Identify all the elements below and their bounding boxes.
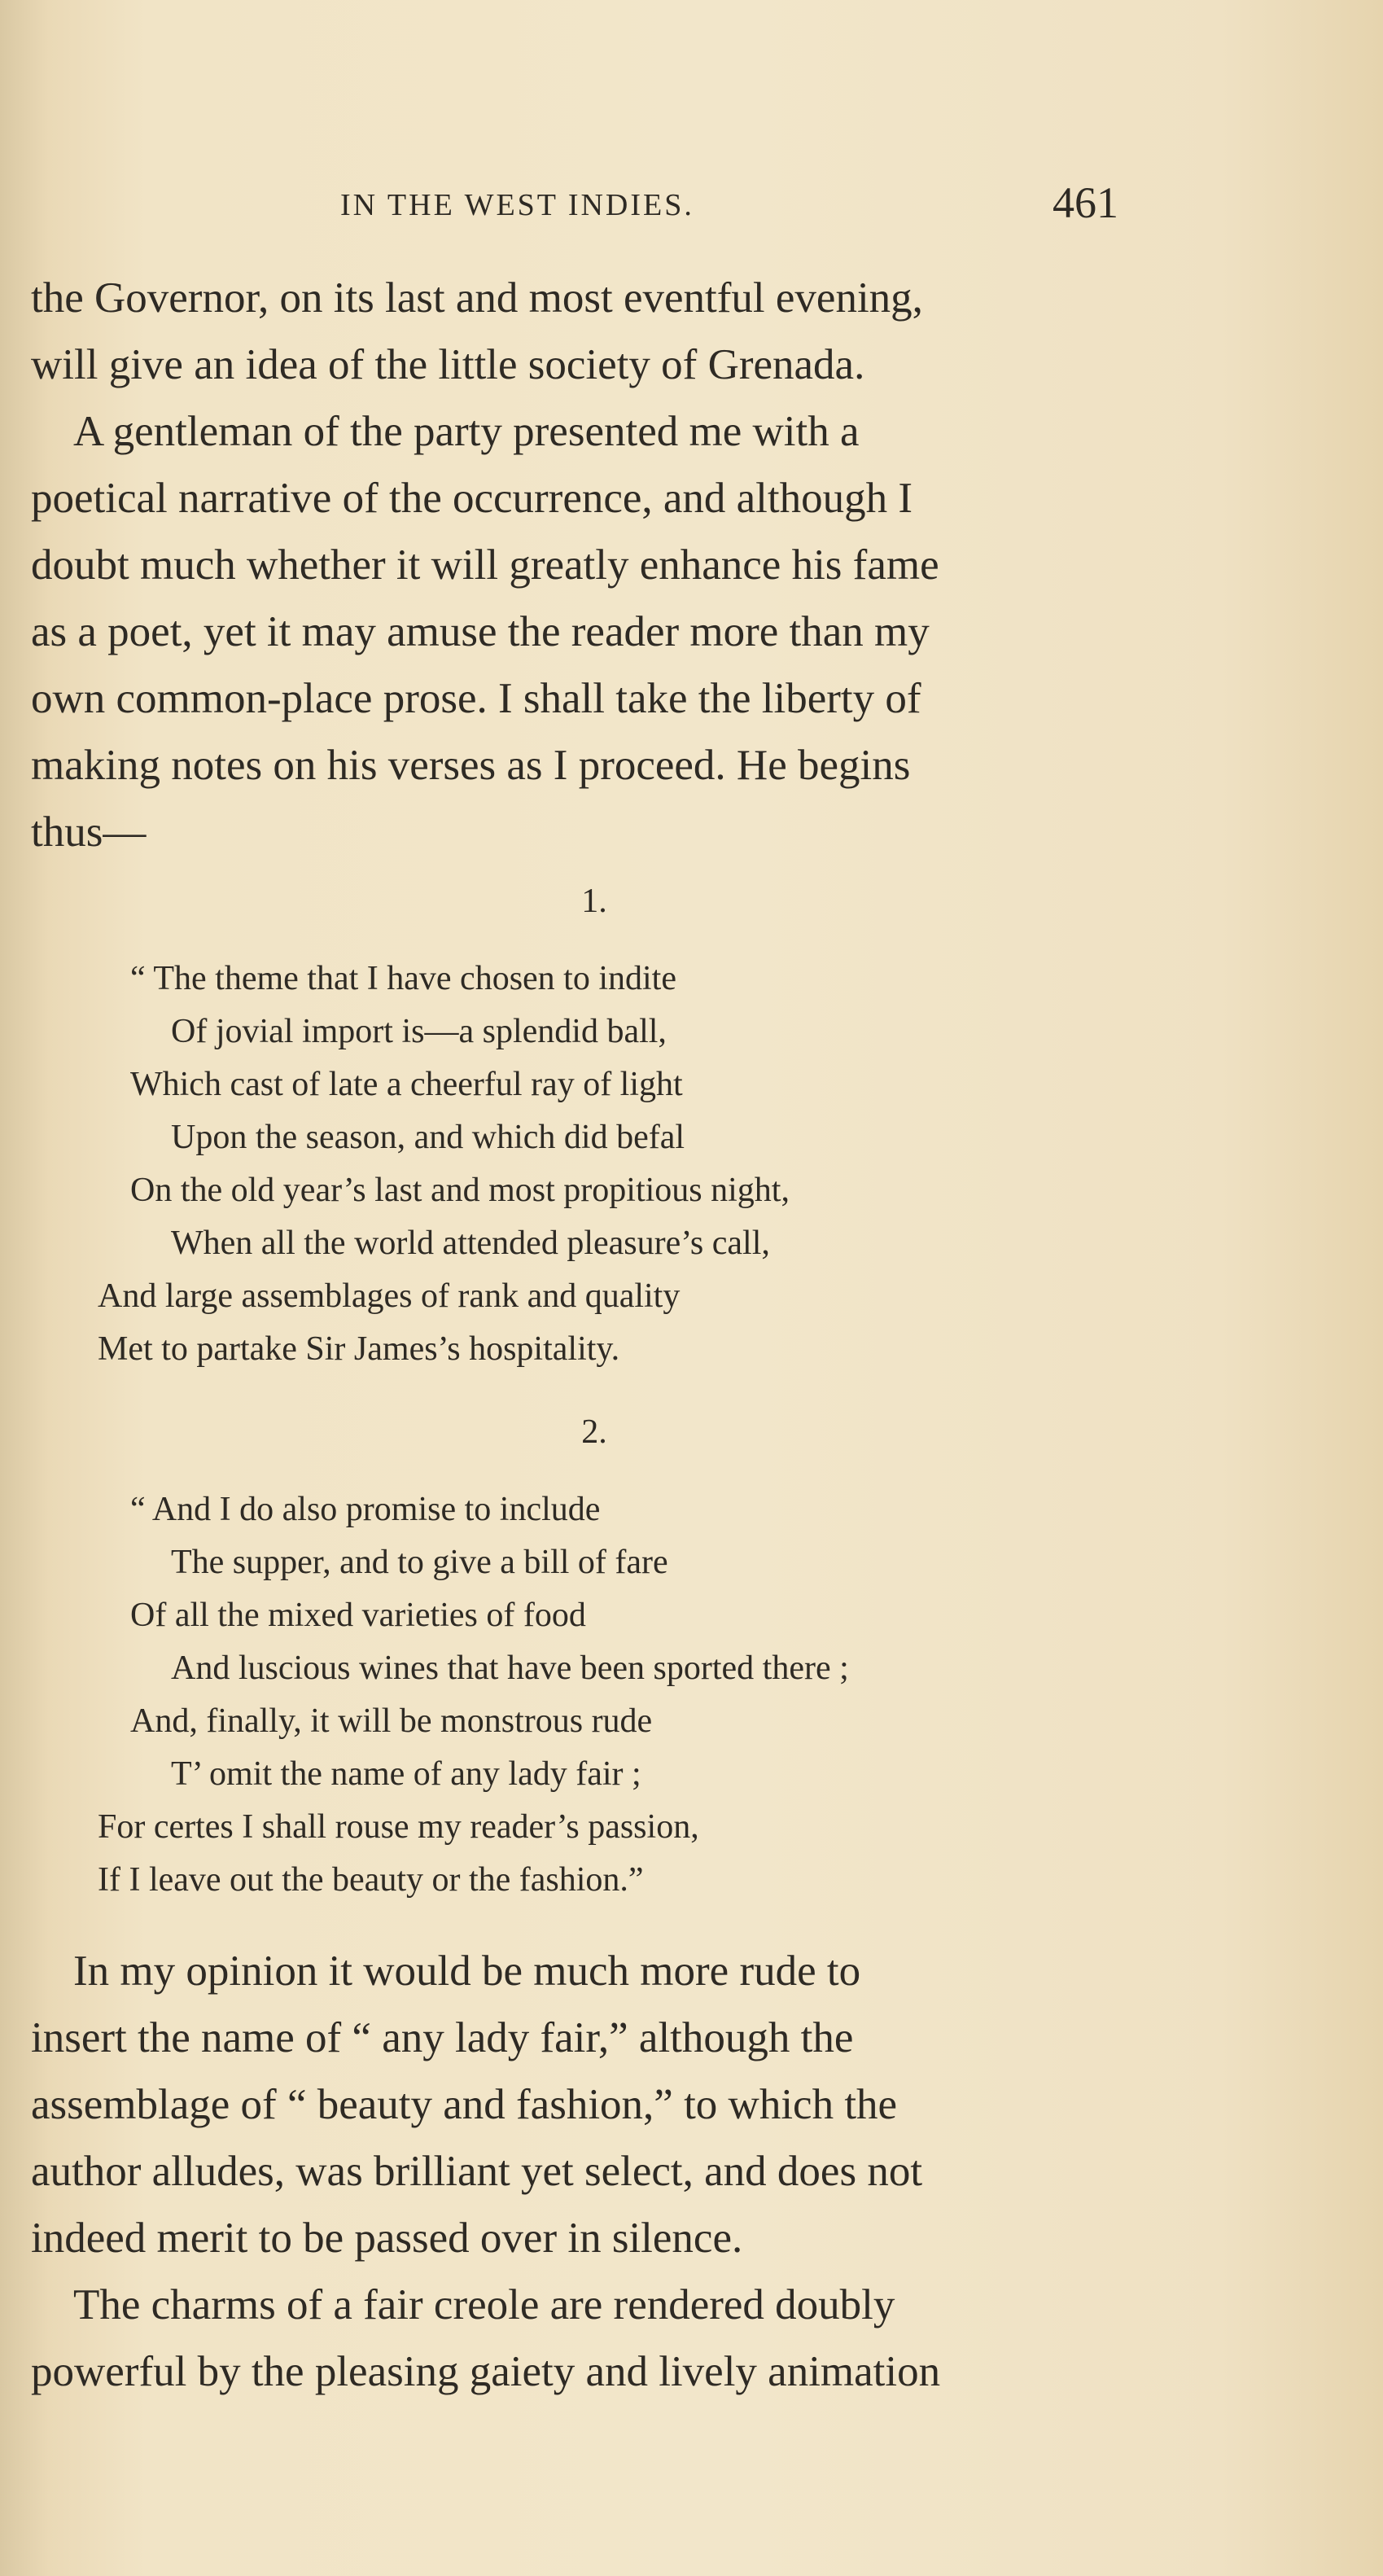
verse-line: Which cast of late a cheerful ray of light (130, 1066, 683, 1103)
stanza-number: 2. (581, 1413, 607, 1451)
verse-line: Upon the season, and which did befal (171, 1119, 685, 1156)
prose-block-opening (31, 265, 1142, 865)
prose-line: A gentleman of the party presented me with a (73, 408, 860, 455)
prose-line: assemblage of “ beauty and fashion,” to which the (31, 2081, 898, 2128)
verse-line: On the old year’s last and most propitious night, (130, 1172, 790, 1209)
verse-line: For certes I shall rouse my reader’s passion, (98, 1808, 699, 1846)
verse-line: When all the world attended pleasure’s call, (171, 1224, 770, 1262)
prose-line: author alludes, was brilliant yet select, and does not (31, 2148, 923, 2195)
prose-line: as a poet, yet it may amuse the reader more than my (31, 608, 930, 655)
verse-line: Of all the mixed varieties of food (130, 1597, 586, 1634)
stanza-number: 1. (581, 883, 607, 920)
prose-block-closing (31, 1938, 1142, 2405)
page-header (0, 177, 1383, 234)
prose-line: making notes on his verses as I proceed. He begins (31, 742, 911, 789)
prose-line: the Governor, on its last and most eventful evening, (31, 274, 923, 322)
page-number: 461 (1053, 178, 1118, 227)
verse-line: “ The theme that I have chosen to indite (130, 960, 676, 997)
running-head: IN THE WEST INDIES. (340, 188, 694, 222)
verse-line: “ And I do also promise to include (130, 1491, 601, 1528)
prose-line: insert the name of “ any lady fair,” although the (31, 2014, 854, 2061)
prose-line: own common-place prose. I shall take the liberty of (31, 675, 921, 722)
prose-line: In my opinion it would be much more rude to (73, 1947, 861, 1995)
verse-line: T’ omit the name of any lady fair ; (171, 1755, 641, 1793)
prose-line: thus— (31, 808, 147, 856)
verse-stanza (98, 953, 790, 1376)
prose-line: poetical narrative of the occurrence, and although I (31, 475, 913, 522)
verse-line: The supper, and to give a bill of fare (171, 1544, 668, 1581)
prose-line: The charms of a fair creole are rendered doubly (73, 2281, 895, 2328)
verse-stanza (98, 1483, 849, 1907)
verse-line: Of jovial import is—a splendid ball, (171, 1013, 667, 1050)
verse-line: And, finally, it will be monstrous rude (130, 1702, 653, 1740)
verse-line: And large assemblages of rank and quality (98, 1277, 681, 1315)
prose-line: doubt much whether it will greatly enhance his fame (31, 541, 939, 589)
prose-line: powerful by the pleasing gaiety and lively animation (31, 2348, 941, 2395)
verse-line: And luscious wines that have been sported there ; (171, 1649, 849, 1687)
verse-line: If I leave out the beauty or the fashion.” (98, 1861, 644, 1899)
prose-line: will give an idea of the little society of Grenada. (31, 341, 865, 388)
verse-line: Met to partake Sir James’s hospitality. (98, 1330, 620, 1368)
prose-line: indeed merit to be passed over in silence. (31, 2215, 743, 2262)
